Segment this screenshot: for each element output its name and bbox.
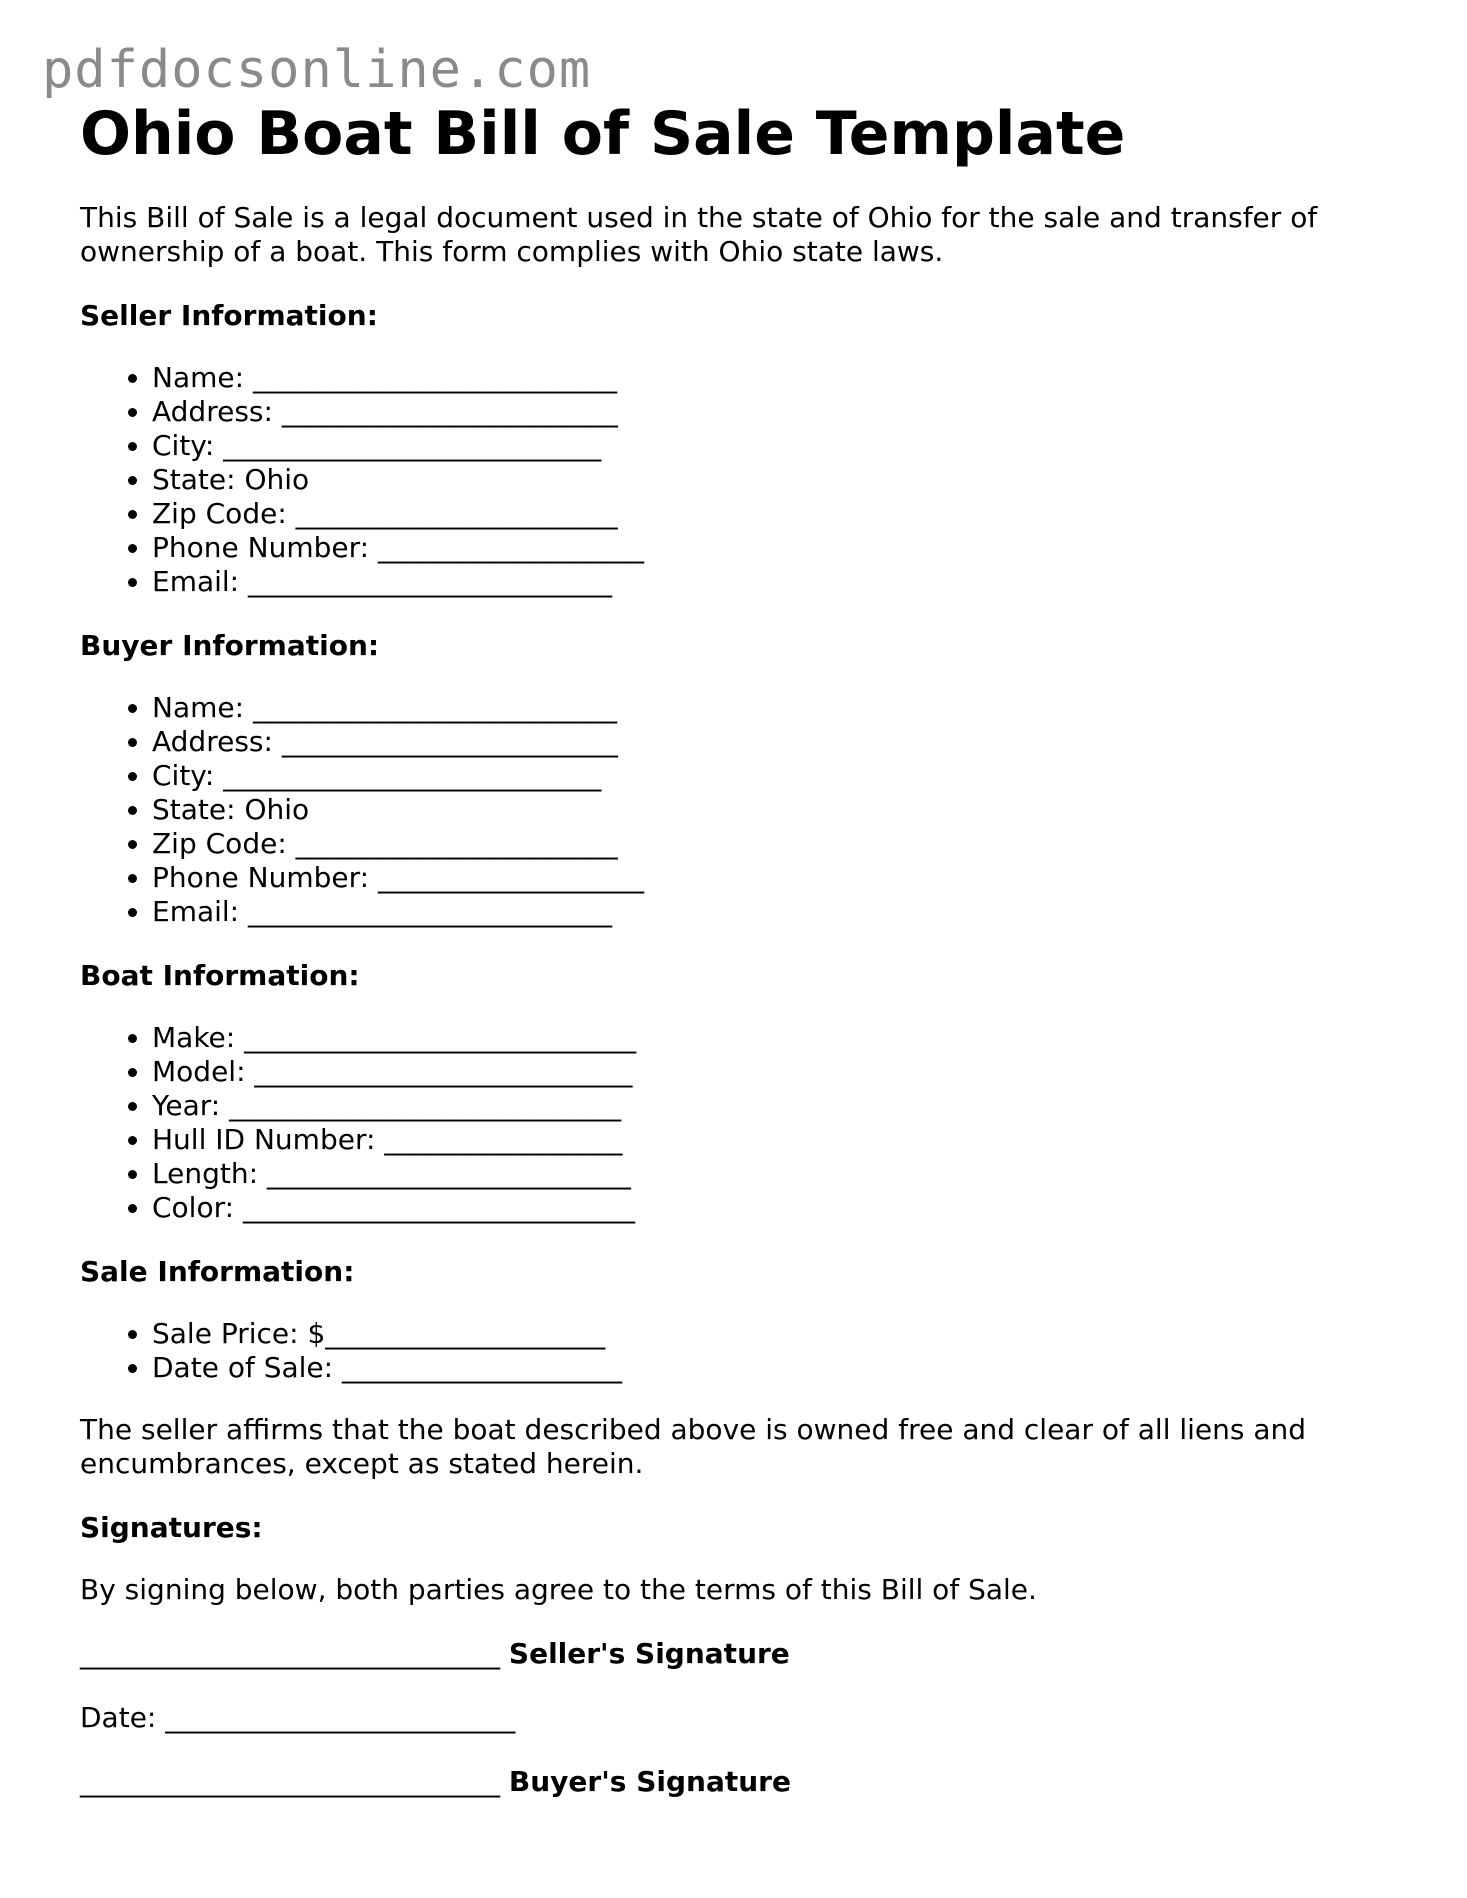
field-label: Sale Price: $ [152, 1317, 326, 1350]
buyer-email-field [152, 895, 1400, 929]
field-label: State: [152, 793, 236, 826]
field-label: Address: [152, 395, 273, 428]
field-blank[interactable]: ________________________ [281, 395, 618, 428]
buyer-fields [80, 691, 1400, 929]
signatures-heading: Signatures: [80, 1511, 263, 1544]
field-label: Zip Code: [152, 497, 287, 530]
seller-name-field [152, 361, 1400, 395]
boat-model-field [152, 1055, 1400, 1089]
seller-city-field [152, 429, 1400, 463]
field-blank[interactable]: ____________________________ [229, 1089, 622, 1122]
boat-color-field [152, 1191, 1400, 1225]
date-line[interactable]: _________________________ [165, 1701, 516, 1734]
field-label: Email: [152, 565, 240, 598]
field-label: State: [152, 463, 236, 496]
sale-fields [80, 1317, 1400, 1385]
field-label: Email: [152, 895, 240, 928]
field-blank[interactable]: __________________________ [252, 361, 617, 394]
field-label: Length: [152, 1157, 259, 1190]
field-value: Ohio [244, 463, 310, 496]
field-blank[interactable]: ___________________________ [254, 1055, 633, 1088]
intro-paragraph: This Bill of Sale is a legal document used in the state of Ohio for the sale and transfer of ownership of a boat. This form complies with Ohio state laws. [80, 201, 1318, 268]
page-title: Ohio Boat Bill of Sale Template [80, 99, 1126, 169]
field-blank[interactable]: __________________________ [248, 895, 613, 928]
buyer-signature-row [80, 1765, 1400, 1799]
signatures-statement: By signing below, both parties agree to the terms of this Bill of Sale. [80, 1573, 1037, 1606]
field-blank[interactable]: ___________________________ [223, 429, 602, 462]
field-label: Color: [152, 1191, 235, 1224]
seller-signature-row [80, 1637, 1400, 1671]
seller-zip-field [152, 497, 1400, 531]
buyer-state-field [152, 793, 1400, 827]
sale-heading: Sale Information: [80, 1255, 355, 1288]
boat-length-field [152, 1157, 1400, 1191]
field-label: Address: [152, 725, 273, 758]
field-label: Name: [152, 361, 245, 394]
field-blank[interactable]: ____________________________ [242, 1191, 635, 1224]
boat-year-field [152, 1089, 1400, 1123]
field-blank[interactable]: ___________________________ [223, 759, 602, 792]
buyer-signature-line[interactable]: ______________________________ [80, 1765, 500, 1798]
field-value: Ohio [244, 793, 310, 826]
field-label: City: [152, 429, 215, 462]
field-label: Name: [152, 691, 245, 724]
field-blank[interactable]: __________________________ [248, 565, 613, 598]
sale-date-field [152, 1351, 1400, 1385]
date-row [80, 1701, 1400, 1735]
field-label: Model: [152, 1055, 246, 1088]
affirmation-paragraph: The seller affirms that the boat described above is owned free and clear of all liens and encumbrances, except as stated herein. [80, 1413, 1307, 1480]
seller-phone-field [152, 531, 1400, 565]
boat-hull-id-field [152, 1123, 1400, 1157]
date-label: Date: [80, 1701, 157, 1734]
field-blank[interactable]: ___________________ [377, 531, 644, 564]
seller-email-field [152, 565, 1400, 599]
field-label: Make: [152, 1021, 236, 1054]
seller-signature-line[interactable]: ______________________________ [80, 1637, 500, 1670]
buyer-phone-field [152, 861, 1400, 895]
field-blank[interactable]: _______________________ [295, 827, 618, 860]
seller-fields [80, 361, 1400, 599]
seller-state-field [152, 463, 1400, 497]
field-label: Year: [152, 1089, 221, 1122]
seller-signature-label: Seller's Signature [508, 1637, 790, 1670]
buyer-signature-label: Buyer's Signature [508, 1765, 791, 1798]
field-blank[interactable]: __________________________ [266, 1157, 631, 1190]
field-label: Phone Number: [152, 861, 370, 894]
field-blank[interactable]: ___________________ [377, 861, 644, 894]
field-blank[interactable]: _______________________ [295, 497, 618, 530]
field-label: Date of Sale: [152, 1351, 334, 1384]
watermark: pdfdocsonline.com [42, 40, 592, 100]
seller-heading: Seller Information: [80, 299, 378, 332]
buyer-city-field [152, 759, 1400, 793]
buyer-zip-field [152, 827, 1400, 861]
field-blank[interactable]: ________________________ [281, 725, 618, 758]
field-blank[interactable]: _________________ [384, 1123, 623, 1156]
document-page [80, 100, 1400, 1799]
field-label: Zip Code: [152, 827, 287, 860]
field-blank[interactable]: ____________________ [342, 1351, 622, 1384]
boat-fields [80, 1021, 1400, 1225]
boat-heading: Boat Information: [80, 959, 360, 992]
field-blank[interactable]: ____________________ [325, 1317, 606, 1350]
seller-address-field [152, 395, 1400, 429]
boat-make-field [152, 1021, 1400, 1055]
buyer-address-field [152, 725, 1400, 759]
buyer-name-field [152, 691, 1400, 725]
field-label: Phone Number: [152, 531, 370, 564]
field-label: City: [152, 759, 215, 792]
field-blank[interactable]: __________________________ [252, 691, 617, 724]
buyer-heading: Buyer Information: [80, 629, 380, 662]
field-blank[interactable]: ____________________________ [244, 1021, 637, 1054]
sale-price-field [152, 1317, 1400, 1351]
field-label: Hull ID Number: [152, 1123, 376, 1156]
